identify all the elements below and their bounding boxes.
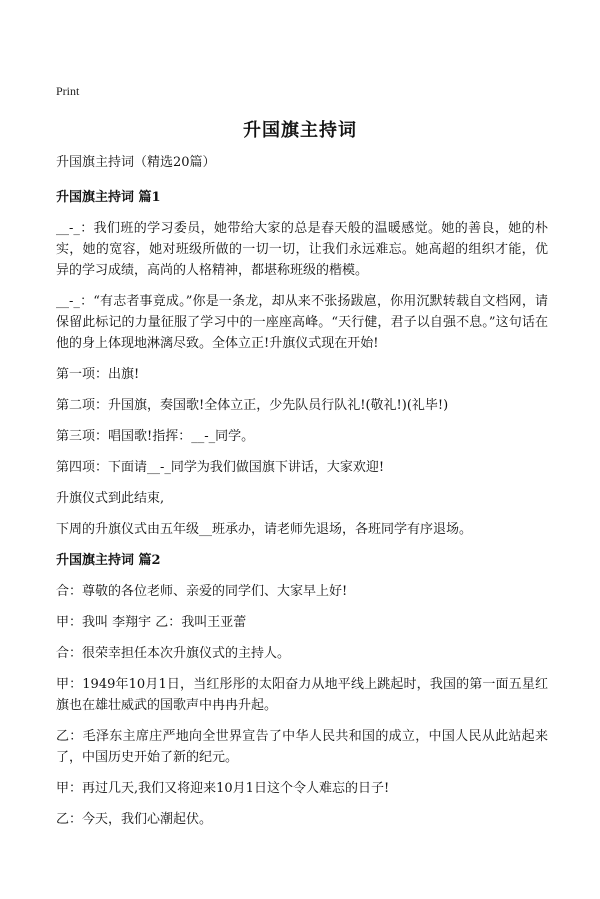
paragraph: 甲：我叫 李翔宇 乙：我叫王亚蕾 [56, 615, 247, 630]
paragraph: 甲：1949年10月1日，当红彤彤的太阳奋力从地平线上跳起时，我国的第一面五星红旗也在雄壮威武的国歌声中冉冉升起。 [56, 677, 548, 713]
paragraph: 甲：再过几天,我们又将迎来10月1日这个令人难忘的日子! [56, 781, 390, 796]
paragraph: 第三项：唱国歌!指挥：__-_同学。 [56, 429, 255, 444]
paragraph: __-_：“有志者事竟成。”你是一条龙，却从来不张扬跋扈，你用沉默转载自文档网，请保留此标记的力量征服了学习中的一座座高峰。“天行健，君子以自强不息。”这句话在他的身上体现地淋漓尽致。全体立正!升旗仪式现在开始! [56, 294, 548, 351]
paragraph: 第二项：升国旗，奏国歌!全体立正，少先队员行队礼!(敬礼!)(礼毕!) [56, 398, 449, 413]
paragraph: 下周的升旗仪式由五年级__班承办，请老师先退场，各班同学有序退场。 [56, 522, 473, 537]
section-heading: 升国旗主持词 篇2 [56, 553, 161, 568]
paragraph: __-_：我们班的学习委员，她带给大家的总是春天般的温暖感觉。她的善良，她的朴实，她的宽容，她对班级所做的一切一切，让我们永远难忘。她高超的组织才能，优异的学习成绩，高尚的人格精神，都堪称班级的楷模。 [56, 221, 548, 278]
print-label: Print [56, 84, 80, 98]
section-heading: 升国旗主持词 篇1 [56, 190, 161, 205]
paragraph: 第四项：下面请__-_同学为我们做国旗下讲话，大家欢迎! [56, 460, 385, 475]
paragraph: 第一项：出旗! [56, 367, 140, 382]
paragraph: 合：尊敬的各位老师、亲爱的同学们、大家早上好! [56, 584, 348, 599]
page-title: 升国旗主持词 [243, 120, 357, 141]
paragraph: 乙：毛泽东主席庄严地向全世界宣告了中华人民共和国的成立，中国人民从此站起来了，中国历史开始了新的纪元。 [56, 729, 548, 765]
paragraph: 升旗仪式到此结束, [56, 491, 165, 506]
paragraph: 乙：今天，我们心潮起伏。 [56, 812, 213, 827]
document-body [56, 152, 548, 840]
document-subtitle: 升国旗主持词（精选20篇） [56, 155, 216, 170]
paragraph: 合：很荣幸担任本次升旗仪式的主持人。 [56, 646, 291, 661]
